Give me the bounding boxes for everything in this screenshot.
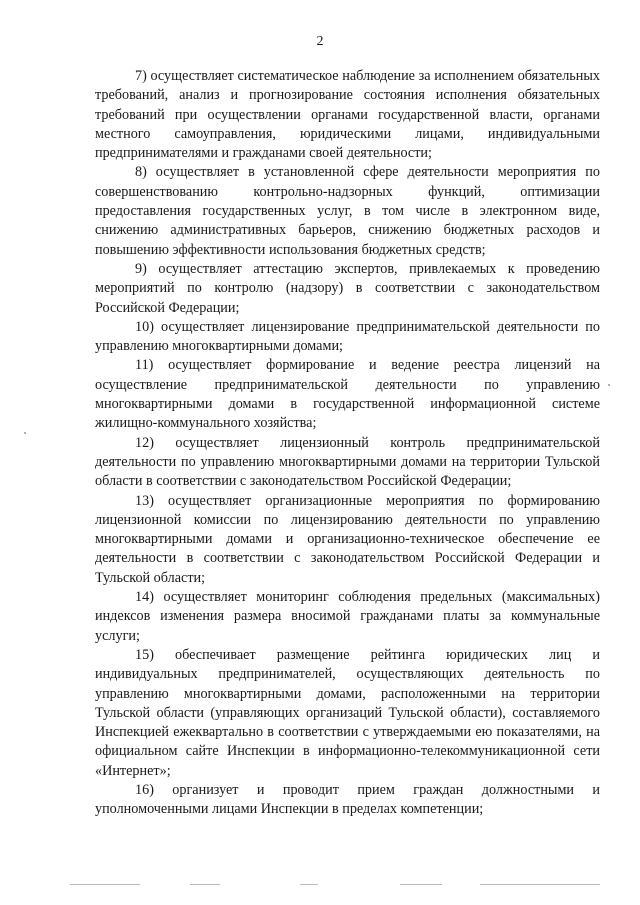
page-number: 2 <box>316 34 324 49</box>
document-body <box>95 67 600 820</box>
list-item-16: 16) организует и проводит прием граждан должностными и уполномоченными лицами Инспекции в пределах компетенции; <box>95 781 600 818</box>
list-item-10: 10) осуществляет лицензирование предпринимательской деятельности по управлению многоквартирными домами; <box>95 318 600 355</box>
list-item-12: 12) осуществляет лицензионный контроль предпринимательской деятельности по управлению многоквартирными домами на территории Тульской области в соответствии с законодательством Российской Федерации; <box>95 434 600 490</box>
list-item-15: 15) обеспечивает размещение рейтинга юридических лиц и индивидуальных предпринимателей, осуществляющих деятельность по управлению многоквартирными домами, расположенными на территории Тульской области (управляющих организаций Тульской области), составляемого Инспекцией ежеквартально в соответствии с утверждаемыми ею показателями, на официальном сайте Инспекции в информационно-телекоммуникационной сети «Интернет»; <box>95 646 600 779</box>
list-item-14: 14) осуществляет мониторинг соблюдения предельных (максимальных) индексов изменения размера вносимой гражданами платы за коммунальные услуги; <box>95 589 600 644</box>
list-item-11: 11) осуществляет формирование и ведение реестра лицензий на осуществление предпринимательской деятельности по управлению многоквартирными домами в государственной информационной системе жилищно-коммунального хозяйства; <box>95 357 600 432</box>
list-item-8: 8) осуществляет в установленной сфере деятельности мероприятия по совершенствованию контрольно-надзорных функций, оптимизации предоставления государственных услуг, в том числе в электронном виде, снижению административных барьеров, снижению бюджетных расходов и повышению эффективности использования бюджетных средств; <box>95 164 600 258</box>
list-item-9: 9) осуществляет аттестацию экспертов, привлекаемых к проведению мероприятий по контролю (надзору) в соответствии с законодательством Российской Федерации; <box>95 260 600 316</box>
scan-speck <box>608 384 610 386</box>
list-item-13: 13) осуществляет организационные мероприятия по формированию лицензионной комиссии по лицензированию деятельности по управлению многоквартирными домами и организационно-техническое обеспечение ее деятельности в соответствии с законодательством Российской Федерации и Тульской области; <box>95 492 600 586</box>
scan-speck <box>24 432 26 434</box>
scan-artifact-footer <box>70 884 610 888</box>
list-item-7: 7) осуществляет систематическое наблюдение за исполнением обязательных требований, анализ и прогнозирование состояния исполнения обязательных требований при осуществлении органами государственной власти, органами местного самоуправления, юридическими лицами, индивидуальными предпринимателями и гражданами своей деятельности; <box>95 68 600 162</box>
